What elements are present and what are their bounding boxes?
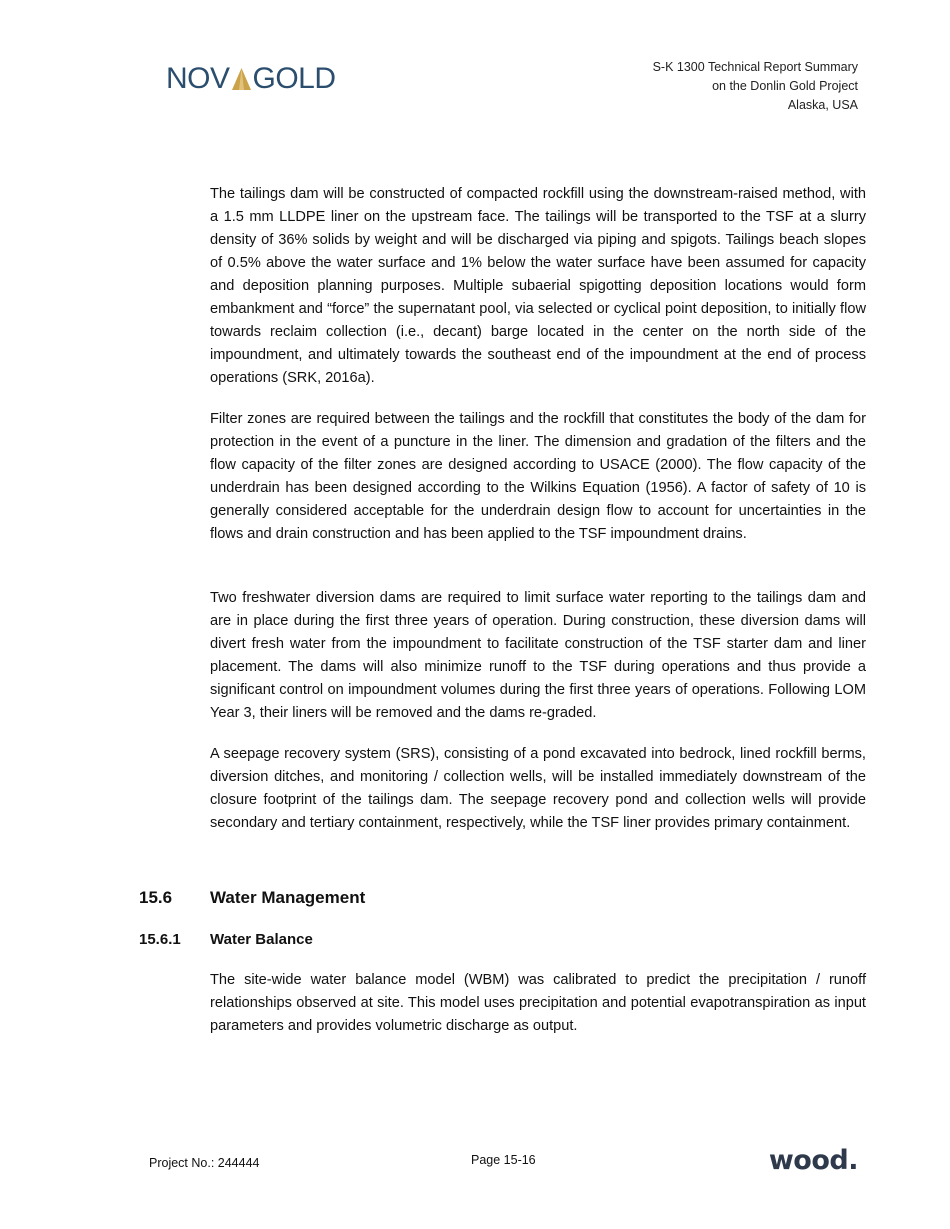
- paragraph-diversion-dams: Two freshwater diversion dams are required to limit surface water reporting to the tailings dam and are in place during the first three years of operation. During construction, these diversion dams will divert fresh water from the impoundment to facilitate construction of the TSF starter dam and liner placement. The dams will also minimize runoff to the TSF during operations and thus provide a significant control on impoundment volumes during the first three years of operations. Following LOM Year 3, their liners will be removed and the dams re-graded.: [210, 590, 866, 721]
- subsection-number: 15.6.1: [139, 931, 181, 948]
- project-number: Project No.: 244444: [149, 1156, 260, 1170]
- paragraph-tailings-dam: The tailings dam will be constructed of compacted rockfill using the downstream-raised method, with a 1.5 mm LLDPE liner on the upstream face. The tailings will be transported to the TSF at a slurry density of 36% solids by weight and will be discharged via piping and spigots. Tailings beach slopes of 0.5% above the water surface and 1% below the water surface have been assumed for capacity and deposition planning purposes. Multiple subaerial spigotting deposition locations would form embankment and “force” the supernatant pool, via selected or cyclical point deposition, to initially flow towards reclaim collection (i.e., decant) barge located in the center on the north side of the impoundment, and ultimately towards the southeast end of the impoundment at the end of process operations (SRK, 2016a).: [210, 186, 866, 386]
- paragraph-seepage-recovery: A seepage recovery system (SRS), consisting of a pond excavated into bedrock, lined rockfill berms, diversion ditches, and monitoring / collection wells, will be installed immediately downstream of the closure footprint of the tailings dam. The seepage recovery pond and collection wells will provide secondary and tertiary containment, respectively, while the TSF liner provides primary containment.: [210, 746, 866, 831]
- paragraph-water-balance: The site-wide water balance model (WBM) was calibrated to predict the precipitation / runoff relationships observed at site. This model uses precipitation and potential evapotranspiration as input parameters and provides volumetric discharge as output.: [210, 972, 866, 1034]
- paragraph-filter-zones: Filter zones are required between the tailings and the rockfill that constitutes the body of the dam for protection in the event of a puncture in the liner. The dimension and gradation of the filters and the flow capacity of the filter zones are designed according to USACE (2000). The flow capacity of the underdrain has been designed according to the Wilkins Equation (1956). A factor of safety of 10 is generally considered acceptable for the underdrain design flow to account for uncertainties in the flows and drain construction and has been applied to the TSF impoundment drains.: [210, 411, 866, 542]
- logo-triangle-icon: [231, 66, 252, 92]
- report-header: [653, 58, 858, 115]
- section-title: Water Management: [210, 888, 366, 907]
- novagold-logo: [166, 64, 336, 94]
- page-number: Page 15-16: [471, 1153, 536, 1167]
- header-title-line3: Alaska, USA: [787, 98, 858, 112]
- section-number: 15.6: [139, 888, 173, 907]
- logo-text-right: GOLD: [252, 62, 336, 95]
- section-heading: [139, 888, 365, 908]
- subsection-title: Water Balance: [210, 931, 313, 948]
- wood-logo: wood.: [768, 1145, 858, 1176]
- subsection-heading: [139, 931, 313, 948]
- header-title-line1: S-K 1300 Technical Report Summary: [652, 60, 858, 74]
- logo-text-left: NOV: [166, 62, 230, 95]
- header-title-line2: on the Donlin Gold Project: [712, 79, 858, 93]
